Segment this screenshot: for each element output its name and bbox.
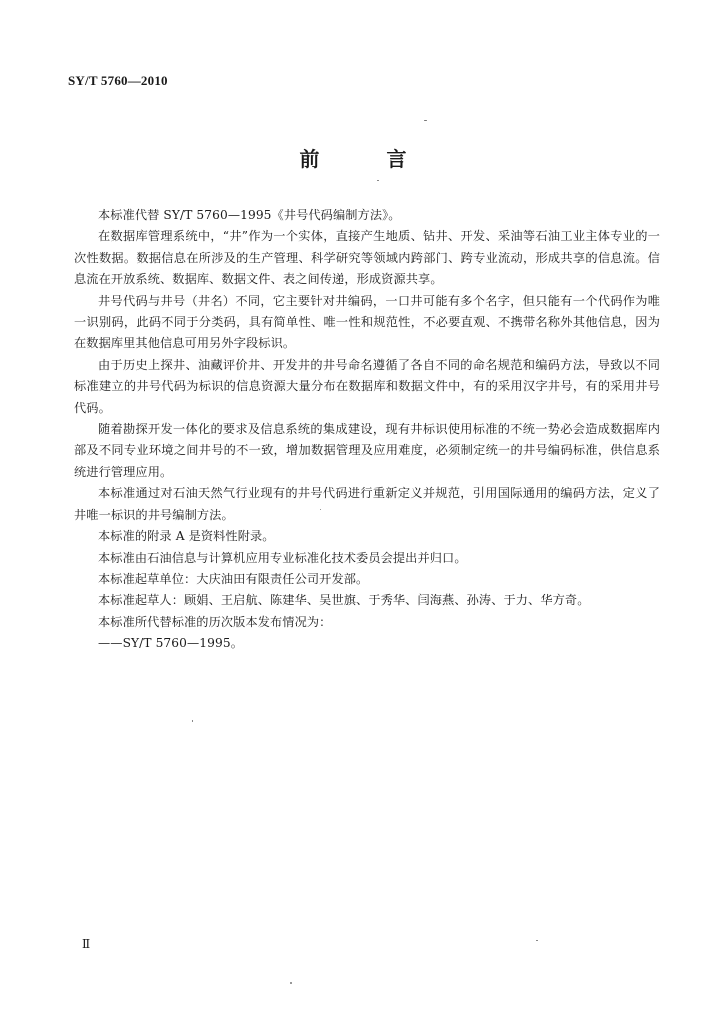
paragraph: 在数据库管理系统中，“井”作为一个实体，直接产生地质、钻井、开发、采油等石油工业主体专业的一次性数据。数据信息在所涉及的生产管理、科学研究等领域内跨部门、跨专业流动，形成共享的信息流。信息流在开放系统、数据库、数据文件、表之间传递，形成资源共享。 (74, 229, 660, 287)
page-title: 前 言 (299, 147, 437, 171)
scan-speck (290, 982, 292, 984)
standard-code: SY/T 5760—2010 (68, 73, 168, 88)
paragraph: 本标准代替 SY/T 5760—1995《井号代码编制方法》。 (98, 208, 401, 222)
paragraph: 本标准由石油信息与计算机应用专业标准化技术委员会提出并归口。 (98, 550, 467, 565)
paragraph: 本标准的附录 A 是资料性附录。 (98, 529, 275, 544)
paragraph: ——SY/T 5760—1995。 (98, 636, 243, 651)
paragraph: 井号代码与井号（井名）不同，它主要针对井编码，一口井可能有多个名字，但只能有一个代码作为唯一识别码，此码不同于分类码，具有简单性、唯一性和规范性，不必要直观、不携带名称外其他信息，因为在数据库里其他信息可用另外字段标识。 (74, 293, 660, 351)
scan-speck (320, 509, 321, 510)
scan-speck (377, 180, 379, 181)
paragraph: 由于历史上探井、油藏评价井、开发井的井号命名遵循了各自不同的命名规范和编码方法，导致以不同标准建立的井号代码为标识的信息资源大量分布在数据库和数据文件中，有的采用汉字井号，有的采用井号代码。 (74, 357, 660, 415)
scan-speck (536, 940, 538, 941)
paragraph: 本标准起草人：顾娟、王启航、陈建华、吴世旗、于秀华、闫海燕、孙涛、于力、华方奇。 (98, 593, 590, 608)
scan-speck (424, 120, 427, 121)
scan-speck (192, 720, 193, 722)
paragraph: 随着勘探开发一体化的要求及信息系统的集成建设，现有井标识使用标准的不统一势必会造成数据库内部及不同专业环境之间井号的不一致，增加数据管理及应用难度，必须制定统一的井号编码标准，供信息系统进行管理应用。 (74, 422, 660, 479)
paragraph: 本标准起草单位：大庆油田有限责任公司开发部。 (98, 571, 369, 586)
paragraph: 本标准所代替标准的历次版本发布情况为： (98, 614, 332, 629)
foreword-body (74, 205, 660, 655)
paragraph: 本标准通过对石油天然气行业现有的井号代码进行重新定义并规范，引用国际通用的编码方法，定义了井唯一标识的井号编制方法。 (74, 486, 660, 522)
page-number: Ⅱ (82, 937, 91, 951)
